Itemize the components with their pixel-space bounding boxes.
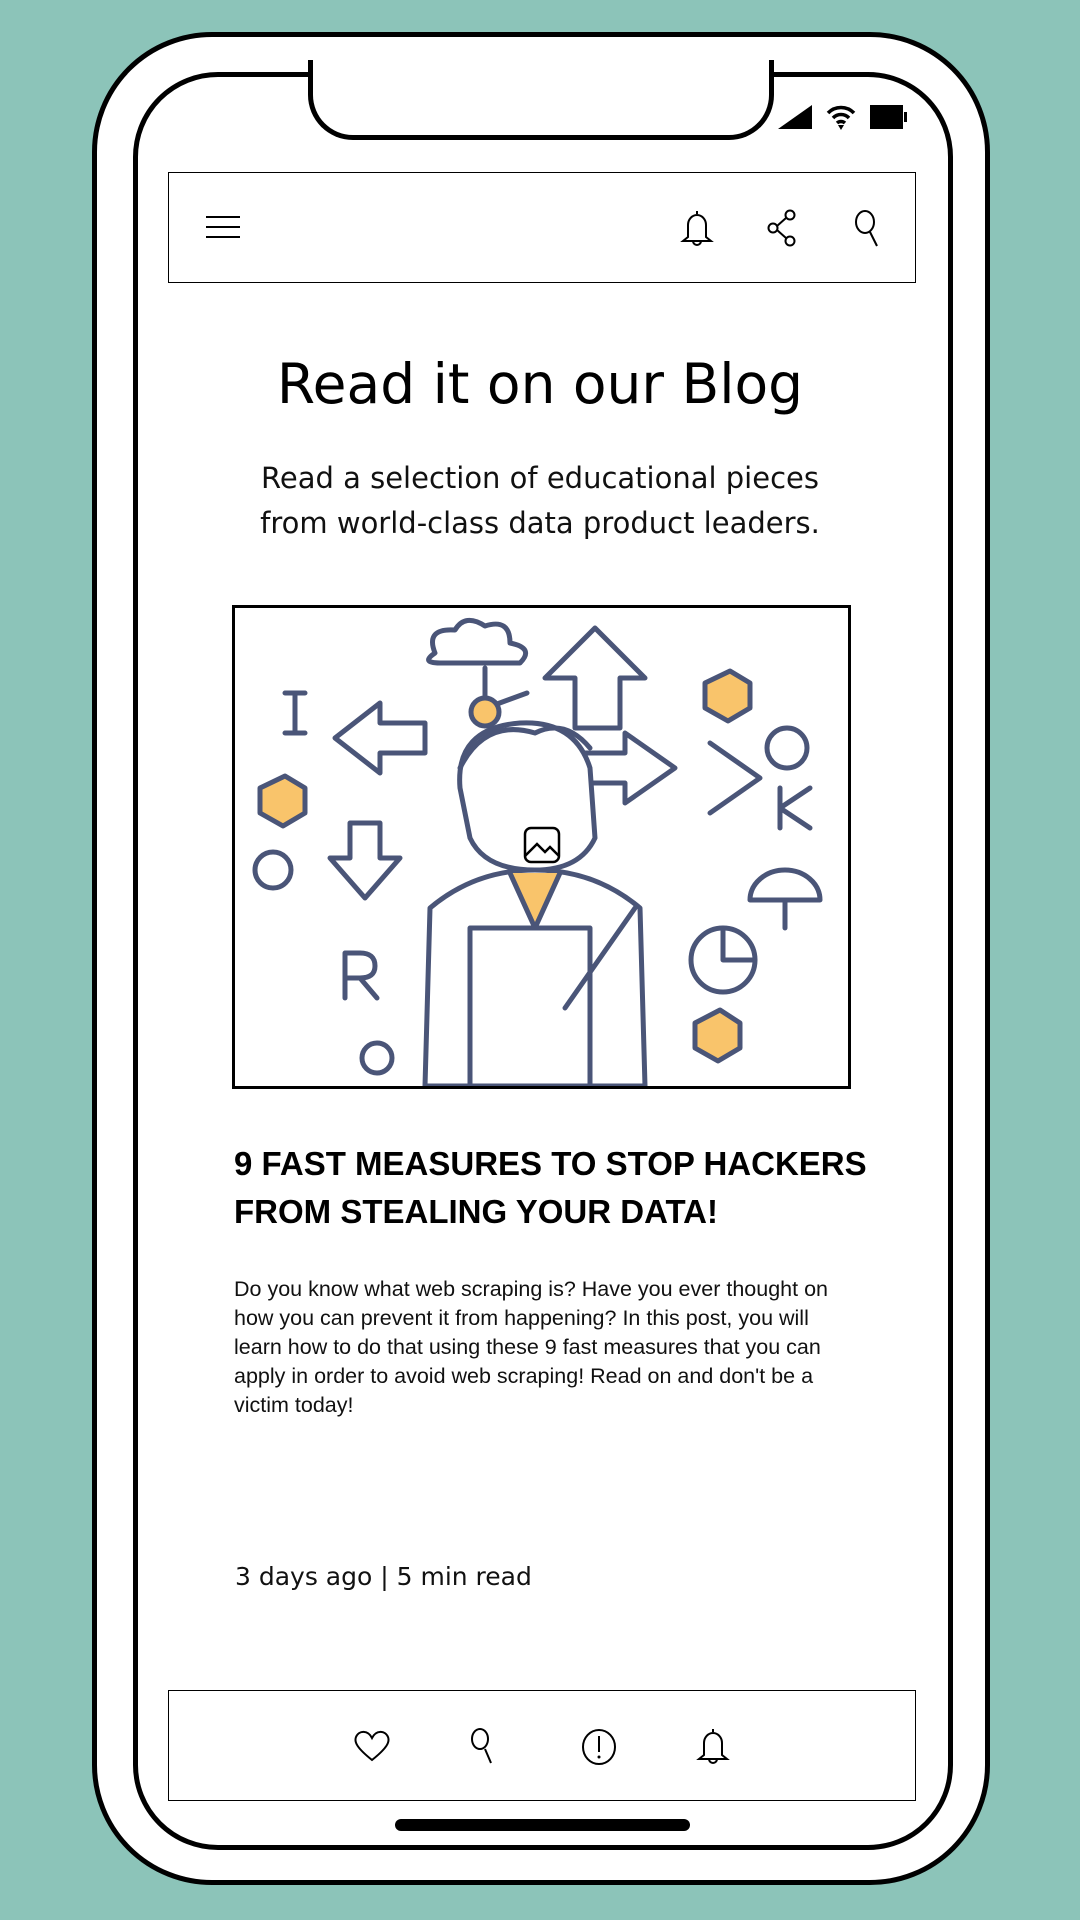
bell-icon[interactable]	[680, 209, 714, 247]
headline-line: FROM STEALING YOUR DATA!	[234, 1193, 718, 1230]
search-icon[interactable]	[469, 1727, 499, 1767]
article-meta: 3 days ago | 5 min read	[235, 1562, 532, 1591]
article-headline[interactable]	[234, 1140, 874, 1236]
subtitle-line: Read a selection of educational pieces	[261, 461, 819, 495]
image-placeholder-icon	[523, 826, 561, 864]
headline-line: 9 FAST MEASURES TO STOP HACKERS	[234, 1145, 867, 1182]
battery-icon	[870, 105, 908, 129]
bell-icon[interactable]	[696, 1727, 730, 1765]
wifi-icon	[826, 104, 856, 130]
signal-icon	[778, 105, 812, 129]
page-subtitle	[200, 456, 880, 546]
hamburger-menu-icon[interactable]	[205, 215, 241, 239]
share-icon[interactable]	[766, 209, 800, 247]
home-indicator[interactable]	[395, 1819, 690, 1831]
page-title: Read it on our Blog	[276, 352, 804, 416]
search-icon[interactable]	[853, 209, 883, 249]
article-excerpt: Do you know what web scraping is? Have you ever thought on how you can prevent it from happening? In this post, you will learn how to do that using these 9 fast measures that you can apply in order to avoid web scraping! Read on and don't be a victim today!	[234, 1277, 828, 1417]
heart-icon[interactable]	[353, 1729, 391, 1763]
bottom-nav-bar	[168, 1690, 916, 1801]
top-app-bar	[168, 172, 916, 283]
article-image[interactable]	[232, 605, 851, 1089]
alert-icon[interactable]	[580, 1727, 618, 1767]
status-bar	[778, 104, 908, 130]
subtitle-line: from world-class data product leaders.	[260, 506, 820, 540]
